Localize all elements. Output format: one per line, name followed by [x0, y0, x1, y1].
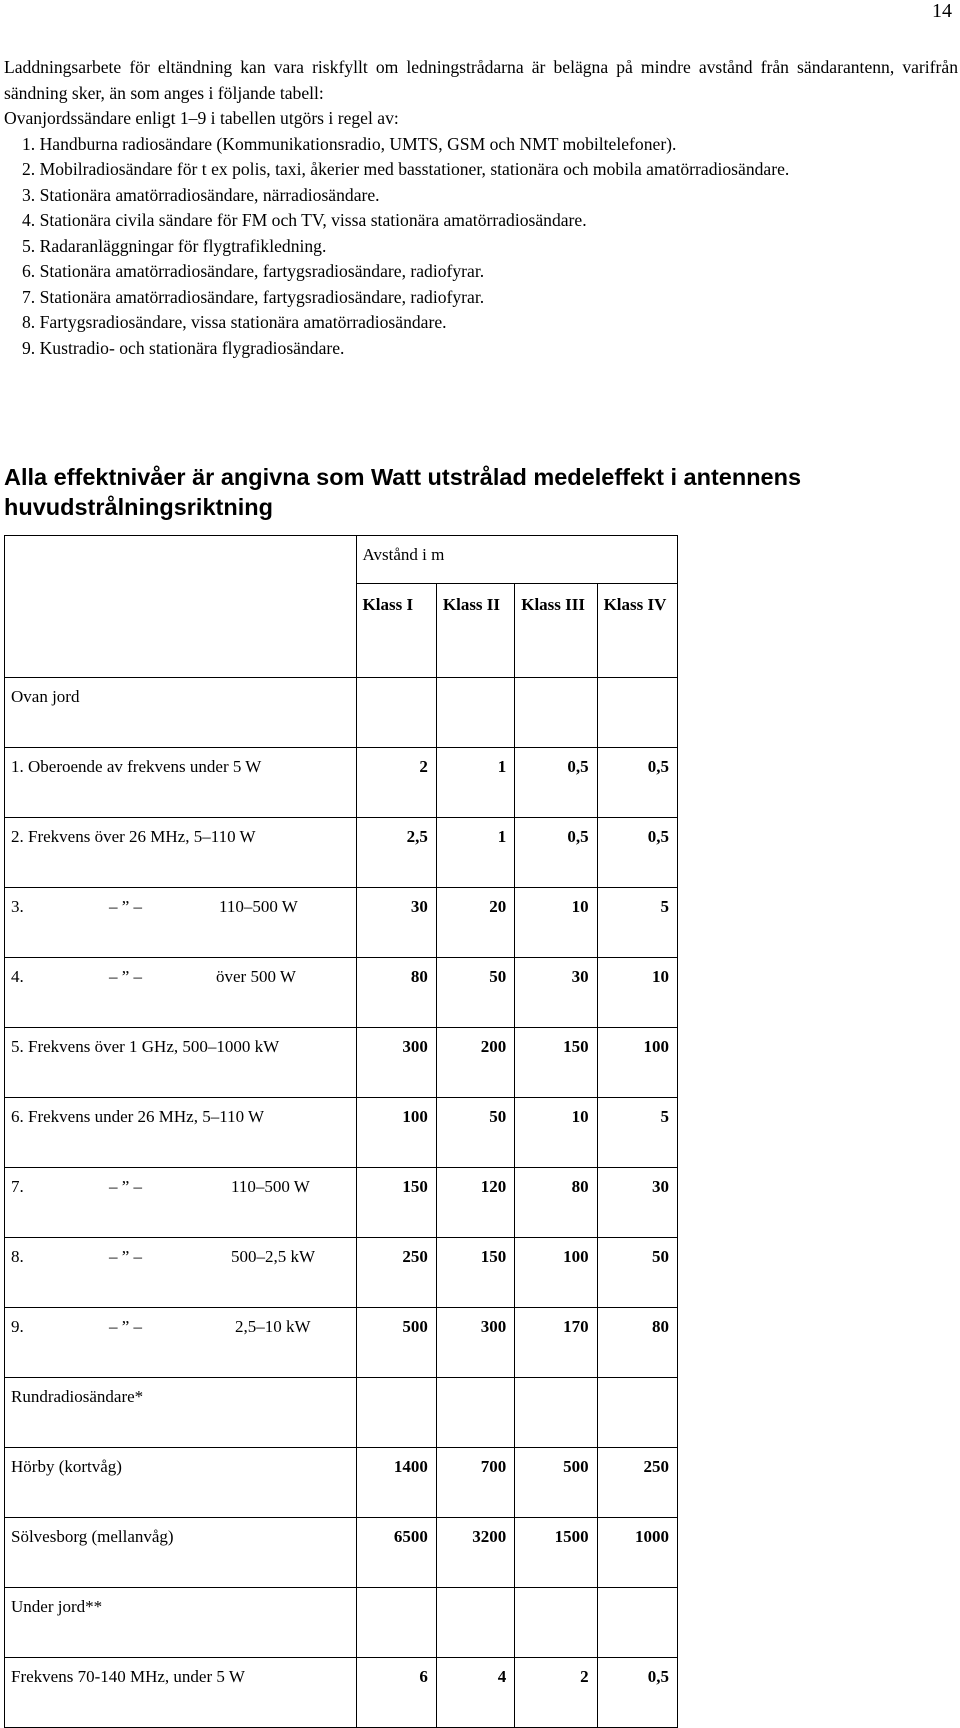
row-label: 6. Frekvens under 26 MHz, 5–110 W [5, 1098, 357, 1168]
value-cell: 120 [436, 1168, 514, 1238]
value-cell: 250 [356, 1238, 436, 1308]
row-number: 3. [11, 897, 24, 916]
value-cell: 1000 [597, 1518, 677, 1588]
value-cell: 0,5 [597, 1658, 677, 1728]
value-cell: 80 [515, 1168, 597, 1238]
row-label [5, 958, 357, 1028]
section-label: Rundradiosändare* [5, 1378, 357, 1448]
list-item: 6. Stationära amatörradiosändare, fartygsradiosändare, radiofyrar. [22, 261, 485, 281]
value-cell: 1 [436, 748, 514, 818]
value-cell: 10 [515, 1098, 597, 1168]
row-number: 8. [11, 1247, 24, 1266]
power-range: över 500 W [216, 967, 296, 986]
empty-cell [515, 1378, 597, 1448]
row-label: 1. Oberoende av frekvens under 5 W [5, 748, 357, 818]
value-cell: 500 [356, 1308, 436, 1378]
row-label: 5. Frekvens över 1 GHz, 500–1000 kW [5, 1028, 357, 1098]
value-cell: 100 [515, 1238, 597, 1308]
row-label: 2. Frekvens över 26 MHz, 5–110 W [5, 818, 357, 888]
list-item: 7. Stationära amatörradiosändare, fartygsradiosändare, radiofyrar. [22, 286, 485, 307]
table-row [5, 958, 678, 1028]
value-cell: 0,5 [515, 818, 597, 888]
value-cell: 1400 [356, 1448, 436, 1518]
value-cell: 5 [597, 888, 677, 958]
intro-paragraph: Laddningsarbete för eltändning kan vara riskfyllt om ledningstrådarna är belägna på mindre avstånd från sändarantenn, varifrån sändning sker, än som anges i följande tabell: [4, 57, 958, 103]
ditto-mark: – ” – [109, 1317, 143, 1336]
distance-table [4, 535, 678, 1728]
row-label [5, 1308, 357, 1378]
value-cell: 50 [597, 1238, 677, 1308]
value-cell: 150 [436, 1238, 514, 1308]
class-header: Klass III [515, 584, 597, 678]
value-cell: 10 [597, 958, 677, 1028]
power-range: 110–500 W [231, 1177, 310, 1196]
row-label [5, 1168, 357, 1238]
value-cell: 700 [436, 1448, 514, 1518]
intro-text [4, 55, 958, 361]
empty-cell [436, 1378, 514, 1448]
value-cell: 100 [597, 1028, 677, 1098]
power-range: 110–500 W [219, 897, 298, 916]
ditto-mark: – ” – [109, 1177, 143, 1196]
value-cell: 30 [597, 1168, 677, 1238]
table-row [5, 888, 678, 958]
value-cell: 1 [436, 818, 514, 888]
class-header: Klass II [436, 584, 514, 678]
value-cell: 20 [436, 888, 514, 958]
ditto-mark: – ” – [109, 967, 143, 986]
table-row [5, 748, 678, 818]
row-number: 9. [11, 1317, 24, 1336]
table-row [5, 1518, 678, 1588]
table-row [5, 1448, 678, 1518]
section-label: Ovan jord [5, 678, 357, 748]
empty-cell [597, 678, 677, 748]
empty-cell [515, 678, 597, 748]
value-cell: 100 [356, 1098, 436, 1168]
power-range: 500–2,5 kW [231, 1247, 316, 1266]
value-cell: 250 [597, 1448, 677, 1518]
table-row [5, 1168, 678, 1238]
value-cell: 50 [436, 958, 514, 1028]
value-cell: 300 [356, 1028, 436, 1098]
empty-cell [356, 1588, 436, 1658]
value-cell: 170 [515, 1308, 597, 1378]
value-cell: 2 [356, 748, 436, 818]
row-number: 7. [11, 1177, 24, 1196]
value-cell: 2 [515, 1658, 597, 1728]
row-label: Sölvesborg (mellanvåg) [5, 1518, 357, 1588]
value-cell: 500 [515, 1448, 597, 1518]
empty-cell [515, 1588, 597, 1658]
value-cell: 150 [515, 1028, 597, 1098]
section-row [5, 1588, 678, 1658]
table-row [5, 1308, 678, 1378]
value-cell: 4 [436, 1658, 514, 1728]
value-cell: 6500 [356, 1518, 436, 1588]
section-row [5, 678, 678, 748]
class-header: Klass IV [597, 584, 677, 678]
ditto-mark: – ” – [109, 1247, 143, 1266]
class-header: Klass I [356, 584, 436, 678]
table-header-row [5, 536, 678, 584]
list-title: Ovanjordssändare enligt 1–9 i tabellen utgörs i regel av: [4, 108, 399, 128]
ditto-mark: – ” – [109, 897, 143, 916]
list-item: 9. Kustradio- och stationära flygradiosändare. [22, 337, 345, 358]
value-cell: 0,5 [597, 748, 677, 818]
section-heading: Alla effektnivåer är angivna som Watt utstrålad medeleffekt i antennens huvudstrålningsriktning [4, 464, 802, 520]
value-cell: 50 [436, 1098, 514, 1168]
row-label: Frekvens 70-140 MHz, under 5 W [5, 1658, 357, 1728]
empty-cell [597, 1588, 677, 1658]
section-row [5, 1378, 678, 1448]
value-cell: 0,5 [597, 818, 677, 888]
list-item: 8. Fartygsradiosändare, vissa stationära amatörradiosändare. [22, 312, 447, 332]
value-cell: 0,5 [515, 748, 597, 818]
value-cell: 80 [356, 958, 436, 1028]
value-cell: 150 [356, 1168, 436, 1238]
value-cell: 200 [436, 1028, 514, 1098]
value-cell: 5 [597, 1098, 677, 1168]
table-row [5, 1658, 678, 1728]
empty-cell [597, 1378, 677, 1448]
power-range: 2,5–10 kW [235, 1317, 311, 1336]
value-cell: 2,5 [356, 818, 436, 888]
table-row [5, 1238, 678, 1308]
list-item: 4. Stationära civila sändare för FM och TV, vissa stationära amatörradiosändare. [22, 210, 587, 230]
table-row [5, 818, 678, 888]
value-cell: 30 [515, 958, 597, 1028]
row-label [5, 888, 357, 958]
value-cell: 10 [515, 888, 597, 958]
value-cell: 6 [356, 1658, 436, 1728]
value-cell: 30 [356, 888, 436, 958]
empty-cell [436, 1588, 514, 1658]
table-corner-cell [5, 536, 357, 678]
list-item: 3. Stationära amatörradiosändare, närradiosändare. [22, 184, 380, 205]
empty-cell [436, 678, 514, 748]
list-item: 1. Handburna radiosändare (Kommunikationsradio, UMTS, GSM och NMT mobiltelefoner). [22, 133, 677, 154]
page-number: 14 [932, 0, 952, 22]
value-cell: 1500 [515, 1518, 597, 1588]
list-item: 2. Mobilradiosändare för t ex polis, taxi, åkerier med basstationer, stationära och mobila amatörradiosändare. [22, 159, 790, 179]
row-label: Hörby (kortvåg) [5, 1448, 357, 1518]
value-cell: 300 [436, 1308, 514, 1378]
table-row [5, 1028, 678, 1098]
empty-cell [356, 1378, 436, 1448]
table-row [5, 1098, 678, 1168]
empty-cell [356, 678, 436, 748]
row-number: 4. [11, 967, 24, 986]
list-item: 5. Radaranläggningar för flygtrafikledning. [22, 235, 327, 256]
value-cell: 80 [597, 1308, 677, 1378]
section-label: Under jord** [5, 1588, 357, 1658]
distance-header: Avstånd i m [356, 536, 677, 584]
row-label [5, 1238, 357, 1308]
value-cell: 3200 [436, 1518, 514, 1588]
